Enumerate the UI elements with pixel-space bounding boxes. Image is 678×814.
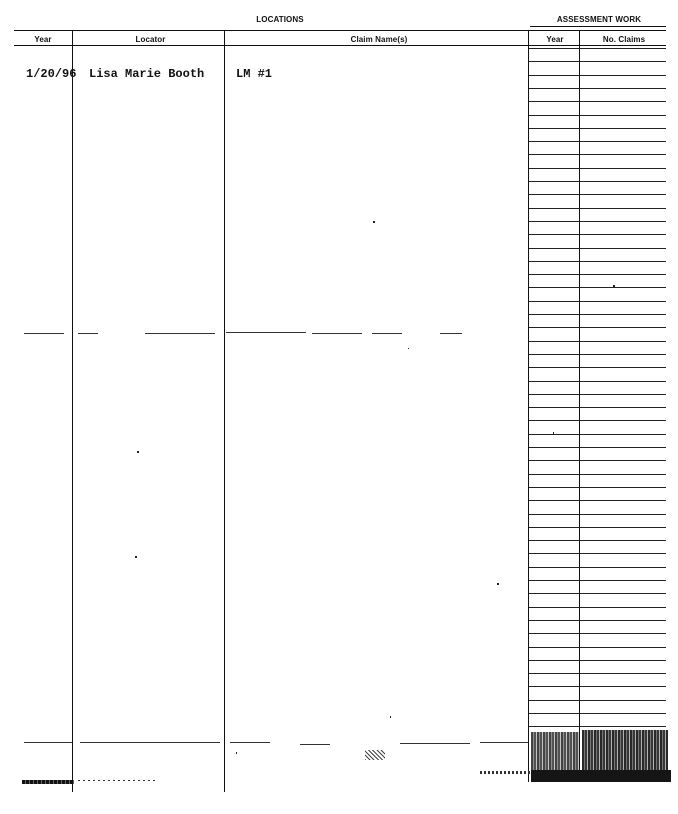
assessment-row-line xyxy=(529,700,666,701)
assessment-row-line xyxy=(529,367,666,368)
claim-names-column-header: Claim Name(s) xyxy=(350,35,408,44)
assessment-row-line xyxy=(529,607,666,608)
assessment-row-line xyxy=(529,567,666,568)
assessment-row-line xyxy=(529,287,666,288)
assessment-row-line xyxy=(529,115,666,116)
assessment-row-line xyxy=(529,713,666,714)
scan-noise-bar-bottom-right xyxy=(531,770,671,782)
assessment-row-line xyxy=(529,168,666,169)
assessment-row-line xyxy=(529,633,666,634)
table-top-rule xyxy=(14,30,666,31)
assessment-row-line xyxy=(529,673,666,674)
entry-claim-names: LM #1 xyxy=(236,67,273,81)
assessment-row-line xyxy=(529,394,666,395)
assessment-row-line xyxy=(529,341,666,342)
assessment-work-header: ASSESSMENT WORK xyxy=(556,15,642,24)
assessment-row-line xyxy=(529,620,666,621)
assessment-header-rule xyxy=(530,26,666,27)
scan-noise-bottom-left-trail xyxy=(78,780,158,781)
assessment-work-ruled-rows xyxy=(529,48,666,738)
assessment-row-line xyxy=(529,301,666,302)
assessment-row-line xyxy=(529,660,666,661)
assessment-row-line xyxy=(529,61,666,62)
assessment-row-line xyxy=(529,381,666,382)
column-header-rule xyxy=(14,45,666,46)
assessment-row-line xyxy=(529,274,666,275)
assessment-row-line xyxy=(529,447,666,448)
scan-noise-block-year xyxy=(531,732,579,770)
assessment-row-line xyxy=(529,75,666,76)
assessment-row-line xyxy=(529,221,666,222)
assessment-row-line xyxy=(529,314,666,315)
assessment-no-claims-column-header: No. Claims xyxy=(602,35,646,44)
assessment-row-line xyxy=(529,181,666,182)
assessment-row-line xyxy=(529,527,666,528)
assessment-row-line xyxy=(529,101,666,102)
scan-noise-strip-bottom xyxy=(480,771,530,774)
assessment-row-line xyxy=(529,141,666,142)
assessment-row-line xyxy=(529,460,666,461)
locator-column-header: Locator xyxy=(135,35,166,44)
assessment-row-line xyxy=(529,261,666,262)
assessment-row-line xyxy=(529,420,666,421)
year-locator-divider xyxy=(72,30,73,792)
scan-noise-bottom-left xyxy=(22,780,74,784)
year-column-header: Year xyxy=(34,35,52,44)
assessment-row-line xyxy=(529,327,666,328)
assessment-row-line xyxy=(529,726,666,727)
assessment-row-line xyxy=(529,500,666,501)
assessment-row-line xyxy=(529,248,666,249)
assessment-row-line xyxy=(529,540,666,541)
assessment-row-line xyxy=(529,474,666,475)
assessment-row-line xyxy=(529,234,666,235)
assessment-row-line xyxy=(529,407,666,408)
assessment-row-line xyxy=(529,354,666,355)
locations-header: LOCATIONS xyxy=(256,15,304,24)
assessment-row-line xyxy=(529,647,666,648)
entry-year: 1/20/96 xyxy=(26,67,77,81)
scan-noise-block-count xyxy=(582,730,668,770)
assessment-year-column-header: Year xyxy=(546,35,564,44)
locator-claim-divider xyxy=(224,30,225,792)
assessment-row-line xyxy=(529,487,666,488)
assessment-row-line xyxy=(529,154,666,155)
entry-locator: Lisa Marie Booth xyxy=(89,67,205,81)
assessment-row-line xyxy=(529,208,666,209)
assessment-row-line xyxy=(529,194,666,195)
assessment-row-line xyxy=(529,553,666,554)
assessment-row-line xyxy=(529,580,666,581)
assessment-row-line xyxy=(529,88,666,89)
assessment-row-line xyxy=(529,48,666,49)
assessment-row-line xyxy=(529,434,666,435)
assessment-row-line xyxy=(529,593,666,594)
assessment-row-line xyxy=(529,128,666,129)
assessment-row-line xyxy=(529,514,666,515)
assessment-row-line xyxy=(529,686,666,687)
